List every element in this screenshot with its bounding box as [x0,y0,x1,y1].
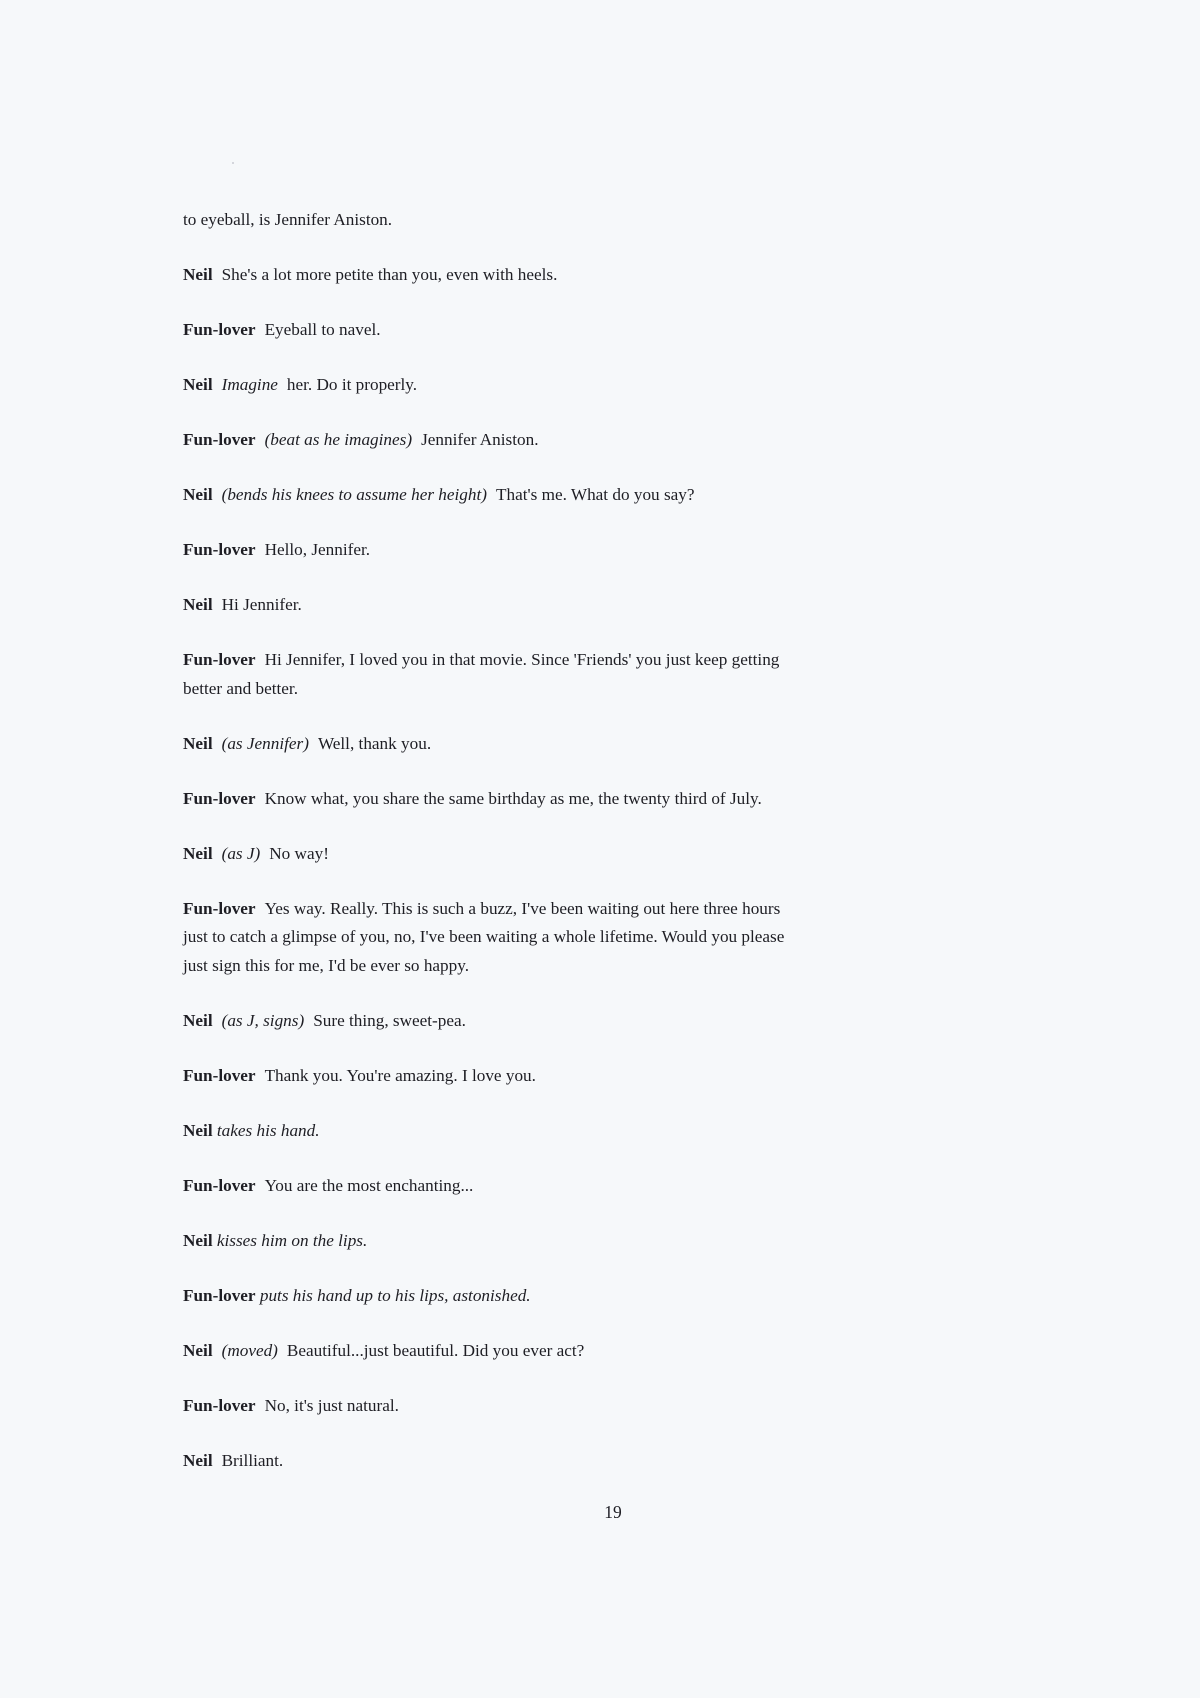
dialogue-line [183,1282,1023,1311]
dialogue-line [183,261,1023,290]
dialogue-text: Hello, Jennifer. [264,540,371,559]
dialogue-text: You are the most enchanting... [264,1175,474,1195]
dialogue-line [183,1447,1023,1476]
speaker-name: Fun-lover [183,788,256,808]
speaker-name: Fun-lover [183,1065,256,1085]
paragraph-gap [183,345,1023,372]
stage-direction: (as Jennifer) [221,733,309,753]
speaker-name: Fun-lover [183,650,256,669]
dialogue-line [183,371,1023,400]
dialogue-text: Hi Jennifer. [221,595,302,614]
dialogue-line [183,646,1023,675]
paragraph-gap [183,980,1023,1007]
speaker-name: Neil [183,485,213,504]
page-number: 19 [604,1502,622,1522]
paragraph-gap [183,235,1023,262]
speaker-name: Neil [183,375,213,394]
dialogue-text: Yes way. Really. This is such a buzz, I've been waiting out here three hours [264,898,781,918]
speaker-name: Fun-lover [183,430,256,449]
paragraph-gap [183,565,1023,592]
dialogue-line [183,206,1023,235]
speaker-name: Fun-lover [183,1175,256,1195]
paragraph-gap [183,400,1023,427]
speaker-name: Neil [183,843,213,863]
script-dialogue [183,206,1023,1475]
dialogue-text: Know what, you share the same birthday as me, the twenty third of July. [264,788,762,808]
stage-direction: Imagine [221,375,278,394]
stage-direction: puts his hand up to his lips, astonished. [259,1285,531,1305]
stage-direction: takes his hand. [216,1120,320,1140]
dialogue-line [183,536,1023,565]
paragraph-gap [183,1255,1023,1282]
dialogue-line [183,840,1023,869]
dialogue-line [183,730,1023,759]
dialogue-text: She's a lot more petite than you, even with heels. [221,265,558,284]
dialogue-text: Jennifer Aniston. [421,430,539,449]
stage-direction: kisses him on the lips. [216,1230,368,1250]
dialogue-line [183,1392,1023,1421]
stage-direction: (bends his knees to assume her height) [221,485,487,504]
paragraph-gap [183,1420,1023,1447]
paragraph-gap [183,1090,1023,1117]
dialogue-line [183,426,1023,455]
stage-direction: (as J, signs) [221,1010,305,1030]
dialogue-text: her. Do it properly. [286,375,418,394]
dialogue-continuation: just to catch a glimpse of you, no, I've been waiting a whole lifetime. Would you please [183,927,785,946]
paragraph-gap [183,703,1023,730]
speaker-name: Neil [183,1010,213,1030]
dialogue-line [183,316,1023,345]
dialogue-line [183,785,1023,814]
paragraph-gap [183,1145,1023,1172]
dialogue-line [183,1117,1023,1146]
dialogue-line [183,1172,1023,1201]
dialogue-text: That's me. What do you say? [496,485,695,504]
paragraph-gap [183,290,1023,317]
dialogue-text: No way! [269,843,329,863]
dialogue-continuation: just sign this for me, I'd be ever so happy. [183,955,470,975]
paragraph-gap [183,510,1023,537]
speaker-name: Neil [183,733,213,753]
paragraph-gap [183,620,1023,647]
dialogue-text: Well, thank you. [317,733,432,753]
speaker-name: Fun-lover [183,540,256,559]
dialogue-line [183,895,1023,924]
dialogue-text: Eyeball to navel. [264,320,381,339]
paragraph-gap [183,455,1023,482]
speaker-name: Fun-lover [183,1285,256,1305]
dialogue-line [183,591,1023,620]
dialogue-line [183,1337,1023,1366]
speaker-name: Neil [183,1120,213,1140]
dialogue-line [183,1007,1023,1036]
speaker-name: Fun-lover [183,898,256,918]
speaker-name: Neil [183,1230,213,1250]
paragraph-gap [183,1200,1023,1227]
dialogue-continuation: better and better. [183,678,299,698]
speaker-name: Fun-lover [183,320,256,339]
dialogue-text: to eyeball, is Jennifer Aniston. [183,210,393,229]
dialogue-line [183,481,1023,510]
speaker-name: Neil [183,595,213,614]
stage-direction: (beat as he imagines) [264,430,413,449]
stage-direction: (moved) [221,1340,278,1360]
speaker-name: Neil [183,1340,213,1360]
paragraph-gap [183,813,1023,840]
dialogue-text: Thank you. You're amazing. I love you. [264,1065,536,1085]
dialogue-text: No, it's just natural. [264,1395,399,1415]
dialogue-line [183,1062,1023,1091]
speaker-name: Neil [183,1450,213,1470]
speaker-name: Neil [183,265,213,284]
dialogue-text: Sure thing, sweet-pea. [313,1010,466,1030]
paragraph-gap [183,868,1023,895]
paper-speck [232,162,234,164]
dialogue-text: Brilliant. [221,1450,284,1470]
paragraph-gap [183,1035,1023,1062]
dialogue-text: Beautiful...just beautiful. Did you ever act? [286,1340,585,1360]
stage-direction: (as J) [221,843,261,863]
paragraph-gap [183,758,1023,785]
dialogue-line [183,1227,1023,1256]
paragraph-gap [183,1310,1023,1337]
paragraph-gap [183,1365,1023,1392]
speaker-name: Fun-lover [183,1395,256,1415]
dialogue-text: Hi Jennifer, I loved you in that movie. Since 'Friends' you just keep getting [264,650,780,669]
